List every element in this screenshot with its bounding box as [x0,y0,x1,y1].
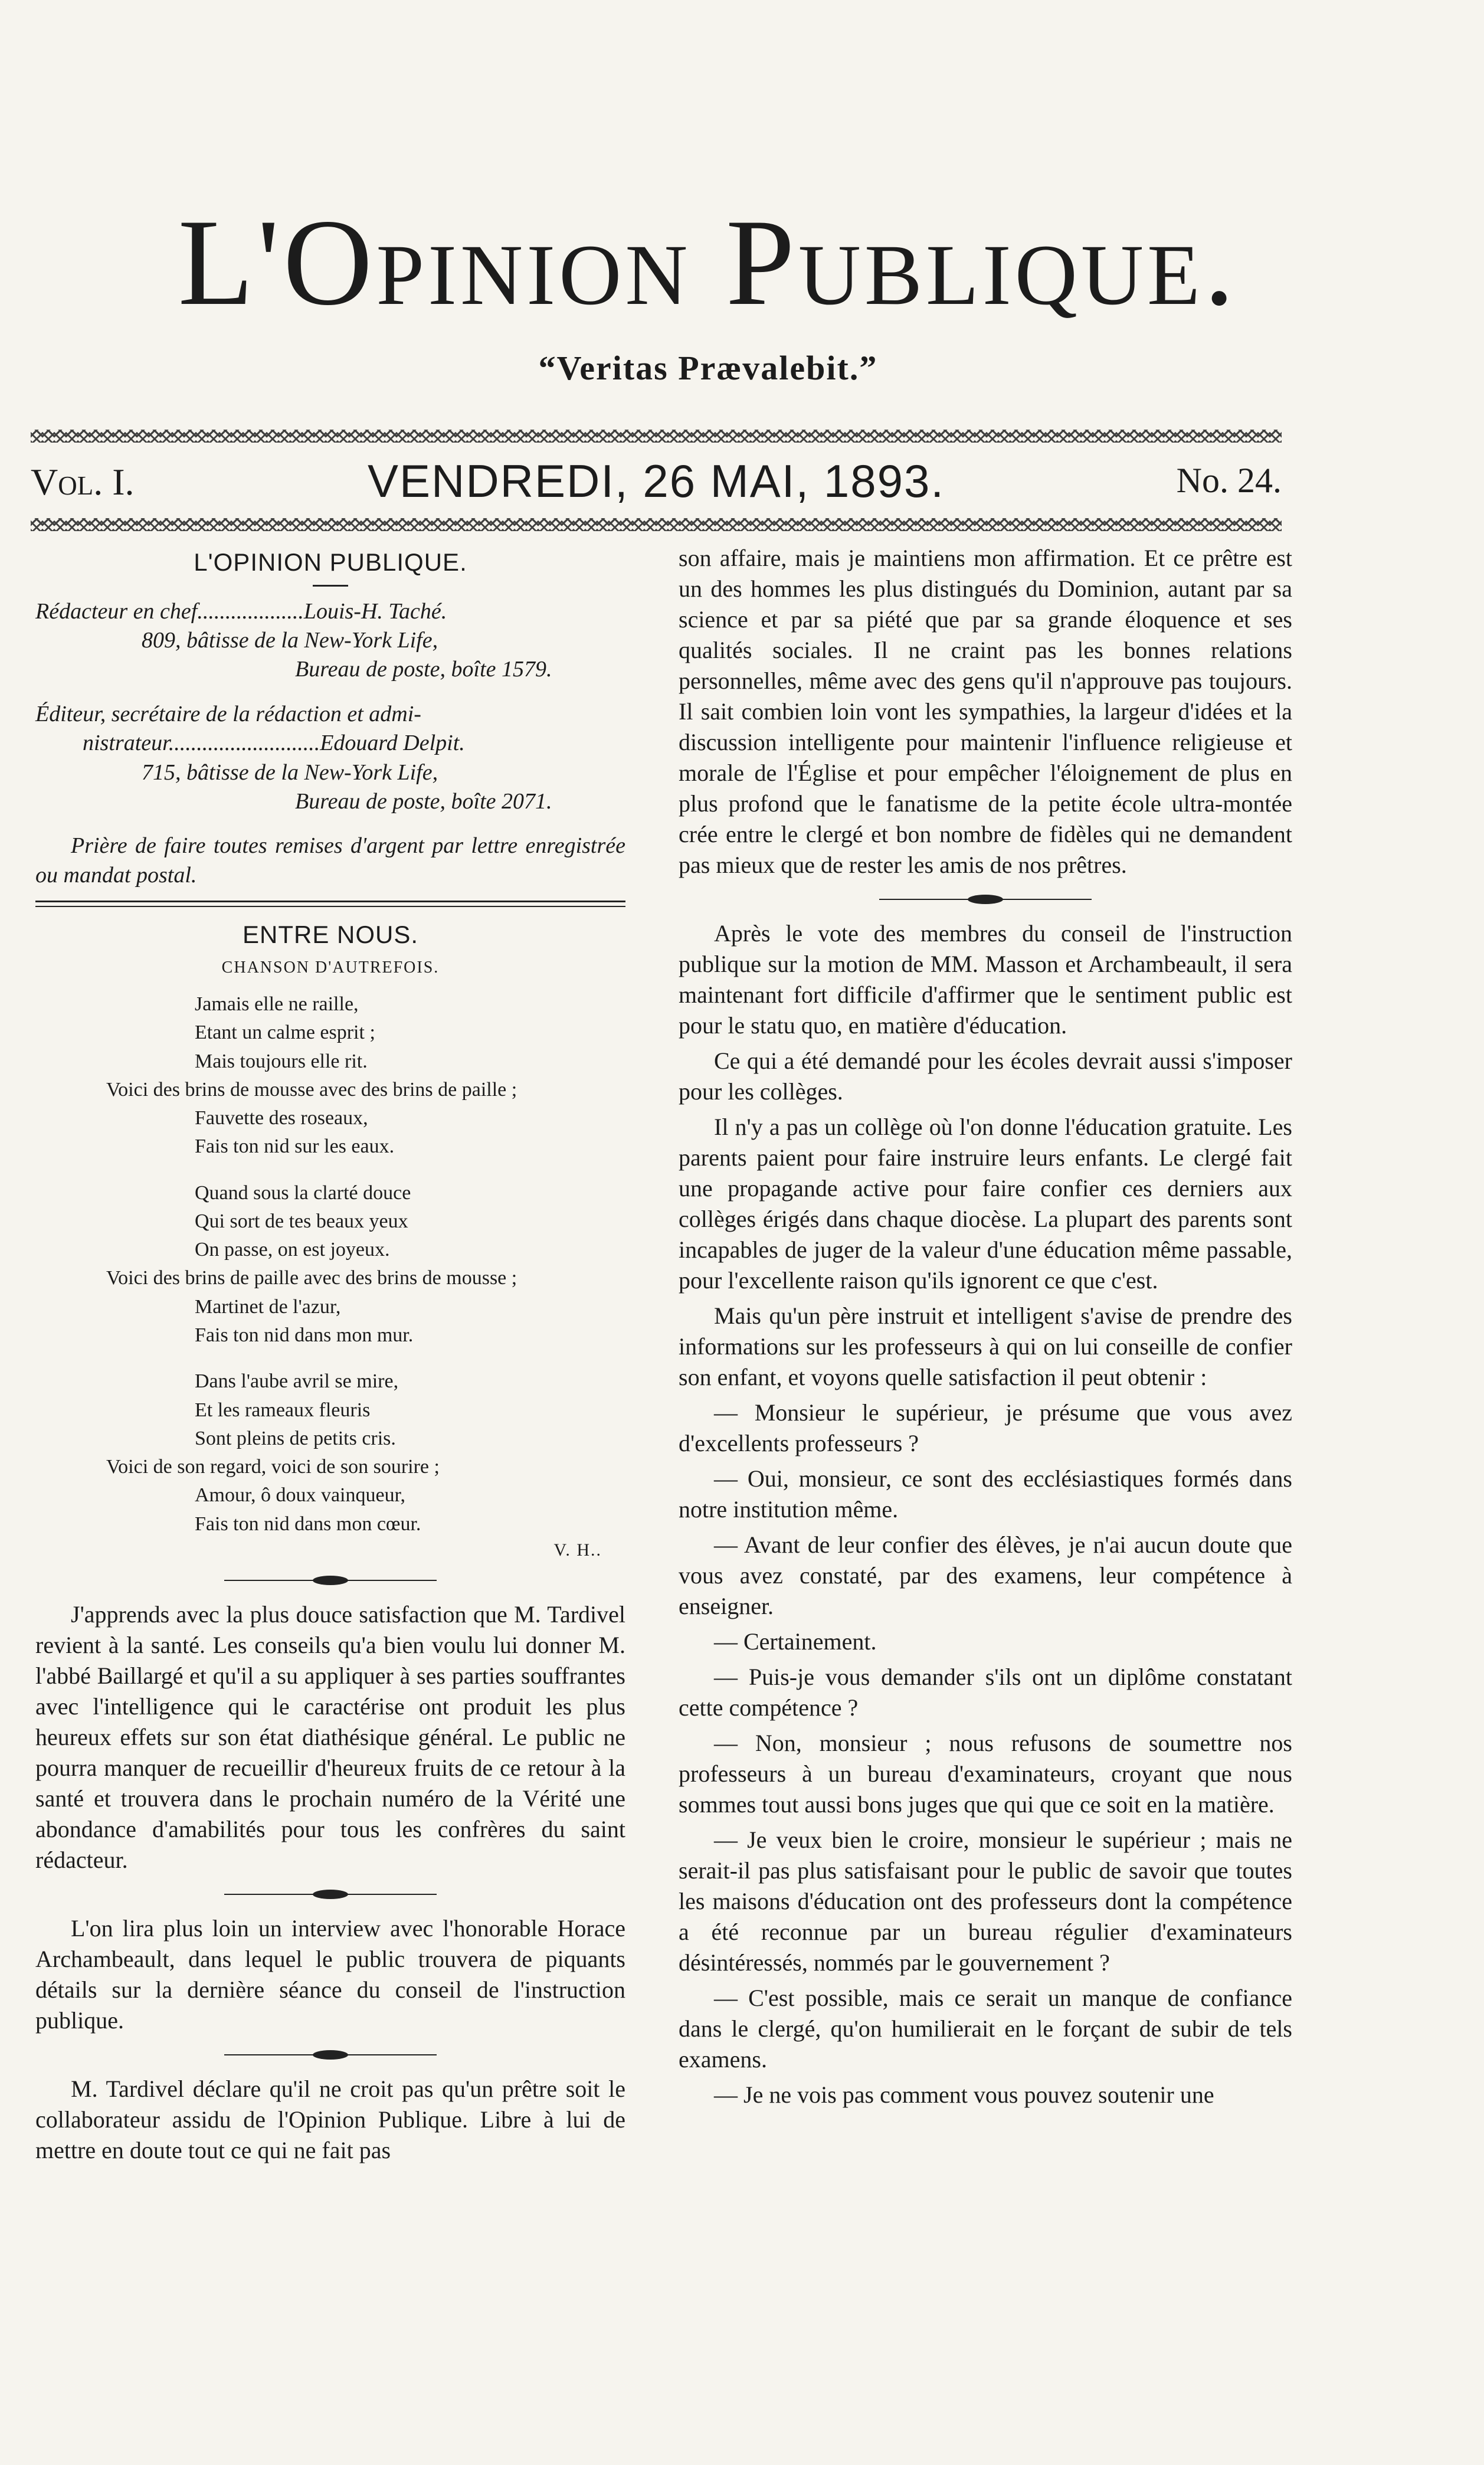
poem-line: Fauvette des roseaux, [195,1107,368,1130]
double-rule [35,901,625,907]
left-column [35,543,625,2171]
motto: “Veritas Prævalebit.” [538,349,878,387]
dialogue-line: — C'est possible, mais ce serait un manque de confiance dans le clergé, qu'on humilierait en le forçant de subir de tels examens. [679,1985,1292,2073]
poem [106,990,625,1538]
masthead [35,194,1381,388]
publisher-address-2: Bureau de poste, boîte 2071. [295,788,552,814]
ornament-divider [224,2049,437,2061]
dialogue-line: — Monsieur le supérieur, je présume que vous avez d'excellents professeurs ? [679,1399,1292,1456]
article-paragraph: Après le vote des membres du conseil de l'instruction publique sur la motion de MM. Masson et Archambeault, il sera maintenant fort difficile d'affirmer que le sentiment public est pour le statu quo, en matière d'éducation. [679,920,1292,1039]
staff-box [35,597,625,891]
article-paragraph: Ce qui a été demandé pour les écoles devrait aussi s'imposer pour les collèges. [679,1047,1292,1105]
article-paragraph: Mais qu'un père instruit et intelligent s'avise de prendre des informations sur les professeurs à qui on lui conseille de confier son enfant, et voyons quelle satisfaction il peut obtenir : [679,1302,1292,1390]
dateline [31,454,1282,513]
poem-line: Mais toujours elle rit. [195,1050,368,1072]
short-rule [313,585,348,587]
poem-line: Fais ton nid dans mon mur. [195,1324,414,1347]
editor-line: Rédacteur en chef...................Louis-H. Taché. [35,598,447,624]
newspaper-title: L'Opinion Publique. [178,194,1239,331]
article-paragraph: L'on lira plus loin un interview avec l'honorable Horace Archambeault, dans lequel le public trouvera de piquants détails sur la dernière séance du conseil de l'instruction publique. [35,1914,625,2034]
dialogue-line: — Non, monsieur ; nous refusons de soumettre nos professeurs à un bureau d'examinateurs, croyant que nous sommes tout aussi bons juges que qui que ce soit en la matière. [679,1730,1292,1818]
dialogue-line: — Oui, monsieur, ce sont des ecclésiastiques formés dans notre institution même. [679,1465,1292,1523]
poem-line: Voici des brins de paille avec des brins de mousse ; [106,1267,517,1289]
publisher-address-1: 715, bâtisse de la New-York Life, [142,760,438,785]
editor-address-2: Bureau de poste, boîte 1579. [295,657,552,682]
issue-date: VENDREDI, 26 MAI, 1893. [367,455,945,507]
article-paragraph: son affaire, mais je maintiens mon affirmation. Et ce prêtre est un des hommes les plus distingués du Dominion, autant par sa science et par sa piété que par sa grande éloquence et ses qualités sociales. Il ne craint pas les bonnes relations personnelles, même avec des gens qu'il n'approuve pas toujours. Il sait combien loin vont les sympathies, la largeur d'idées et la discussion intelligente pour maintenir l'influence religieuse et morale de l'Église et pour empêcher l'éloignement de plus en plus profond que le fanatisme de la petite école ultra-montée crée entre le clergé et bon nombre de fidèles qui ne demandent pas mieux que de rester les amis de nos prêtres. [679,545,1292,878]
dialogue-line: — Je ne vois pas comment vous pouvez soutenir une [714,2081,1214,2108]
poem-line: Sont pleins de petits cris. [195,1427,396,1449]
poem-line: Martinet de l'azur, [195,1295,341,1318]
editor-address-1: 809, bâtisse de la New-York Life, [142,627,438,653]
ornament-divider [224,1888,437,1900]
poem-line: Et les rameaux fleuris [195,1399,371,1421]
poem-line: Fais ton nid sur les eaux. [195,1135,395,1158]
issue-number: No. 24. [1176,461,1282,500]
article-paragraph: M. Tardivel déclare qu'il ne croit pas qu'un prêtre soit le collaborateur assidu de l'Opinion Publique. Libre à lui de mettre en doute tout ce qui ne fait pas [35,2075,625,2163]
staff-heading: L'OPINION PUBLIQUE. [194,548,467,576]
poem-line: On passe, on est joyeux. [195,1239,390,1261]
right-column [679,543,1292,2115]
poem-line: Voici des brins de mousse avec des brins de paille ; [106,1078,517,1101]
wavy-rule-bottom [31,518,1282,531]
poem-line: Voici de son regard, voici de son sourire ; [106,1456,440,1478]
wavy-rule-top [31,430,1282,443]
poem-line: Jamais elle ne raille, [195,993,359,1016]
dialogue-line: — Certainement. [714,1628,877,1655]
dialogue-line: — Je veux bien le croire, monsieur le supérieur ; mais ne serait-il pas plus satisfaisant pour le public de savoir que toutes les maisons d'éducation ont des professeurs dont la compétence a été reconnue par un bureau régulier d'examinateurs désintéressés, nommés par le gouvernement ? [679,1826,1292,1976]
publisher-line-1: Éditeur, secrétaire de la rédaction et admi- [35,701,421,726]
volume-label: Vol. I. [31,461,135,503]
poem-signature: V. H.. [553,1540,602,1560]
ornament-divider [879,893,1092,905]
poem-line: Fais ton nid dans mon cœur. [195,1513,421,1535]
ornament-divider [224,1574,437,1586]
dialogue-line: — Avant de leur confier des élèves, je n'ai aucun doute que vous avez constaté, par des examens, leur compétence à enseigner. [679,1531,1292,1619]
poem-line: Qui sort de tes beaux yeux [195,1210,408,1232]
poem-line: Dans l'aube avril se mire, [195,1370,399,1393]
section-heading-entre-nous: ENTRE NOUS. [242,921,419,949]
poem-subheading: CHANSON D'AUTREFOIS. [221,958,440,977]
payment-note: Prière de faire toutes remises d'argent par lettre enregistrée ou mandat postal. [35,833,625,888]
article-paragraph: Il n'y a pas un collège où l'on donne l'éducation gratuite. Les parents paient pour faire instruire leurs enfants. Le clergé fait une propagande active pour faire confier ces derniers aux collèges érigés dans chaque diocèse. La plupart des parents sont incapables de juger de la valeur d'une éducation même passable, pour l'excellente raison qu'ils ignorent ce que c'est. [679,1114,1292,1294]
poem-line: Etant un calme esprit ; [195,1022,375,1044]
dialogue-line: — Puis-je vous demander s'ils ont un diplôme constatant cette compétence ? [679,1664,1292,1721]
article-paragraph: J'apprends avec la plus douce satisfaction que M. Tardivel revient à la santé. Les conseils qu'a bien voulu lui donner M. l'abbé Baillargé et qu'il a su appliquer à ses parties souffrantes avec l'intelligence qui le caractérise ont produit les plus heureux effets sur son état diathésique général. Le public ne pourra manquer de recueillir d'heureux fruits de ce retour à la santé et trouvera dans le prochain numéro de la Vérité une abondance d'amabilités pour tous les confrères du saint rédacteur. [35,1600,625,1873]
publisher-line-2: nistrateur...........................Edouard Delpit. [83,731,465,756]
poem-line: Amour, ô doux vainqueur, [195,1484,406,1507]
poem-line: Quand sous la clarté douce [195,1181,411,1204]
